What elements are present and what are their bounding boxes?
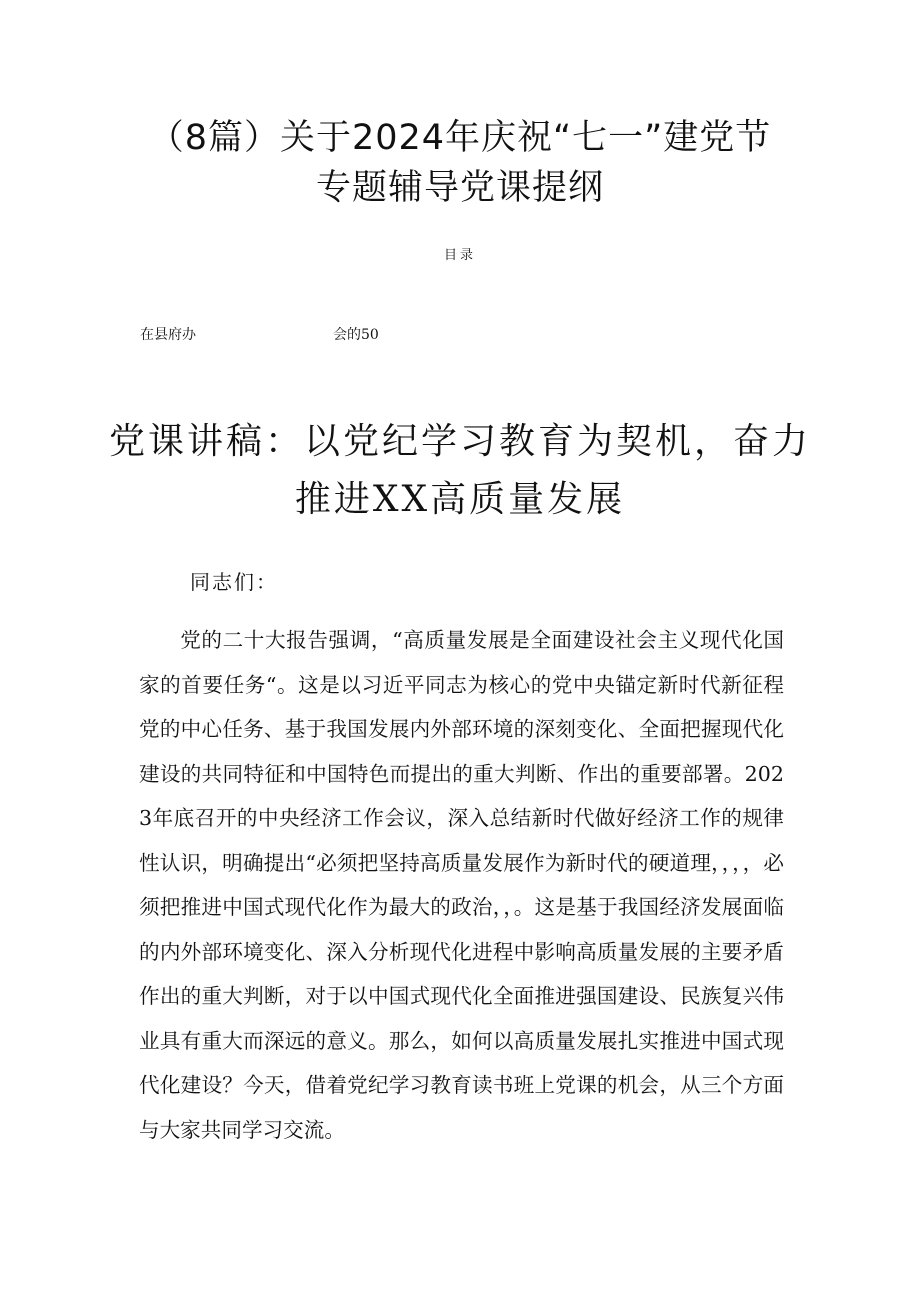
toc-entry-left: 在县府办 <box>140 327 196 343</box>
toc-entry-right: 会的50 <box>333 327 379 343</box>
document-title-line-2: 专题辅导党课提纲 <box>315 168 604 208</box>
lesson-title-line-2: 推进XX高质量发展 <box>294 479 626 520</box>
body-paragraph: 党的二十大报告强调，“高质量发展是全面建设社会主义现代化国家的首要任务“。这是以习近平同志为核心的党中央锚定新时代新征程党的中心任务、基于我国发展内外部环境的深刻变化、全面把握现代化建设的共同特征和中国特色而提出的重大判断、作出的重要部署。2023年底召开的中央经济工作会议，深入总结新时代做好经济工作的规律性认识，明确提出“必须把坚持高质量发展作为新时代的硬道理，，，，必须把推进中国式现代化作为最大的政治，，。这是基于我国经济发展面临的内外部环境变化、深入分析现代化进程中影响高质量发展的主要矛盾作出的重大判断，对于以中国式现代化全面推进强国建设、民族复兴伟业具有重大而深远的意义。那么，如何以高质量发展扎实推进中国式现代化建设？今天，借着党纪学习教育读书班上党课的机会，从三个方面与大家共同学习交流。 <box>139 628 784 1142</box>
salutation: 同志们： <box>190 570 278 594</box>
document-title-line-1: （8篇）关于2024年庆祝“七一”建党节 <box>148 118 772 158</box>
toc-heading: 目录 <box>443 248 476 263</box>
lesson-title-line-1: 党课讲稿：以党纪学习教育为契机，奋力 <box>108 421 811 462</box>
